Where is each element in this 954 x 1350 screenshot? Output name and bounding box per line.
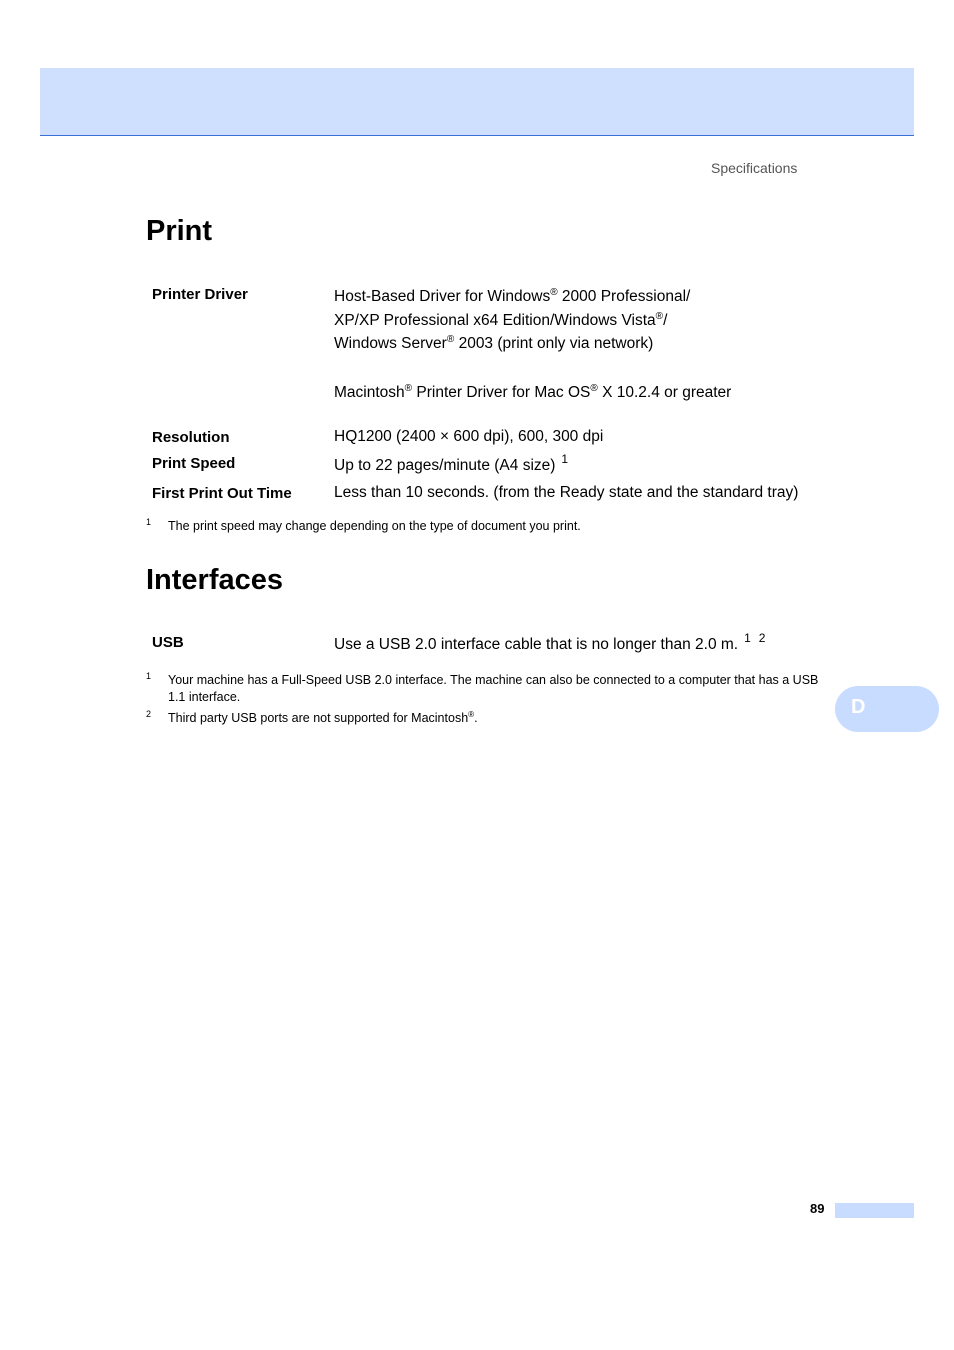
registered-mark: ®	[550, 286, 558, 298]
value-printer-driver	[334, 285, 690, 356]
registered-mark: ®	[468, 709, 475, 719]
registered-mark: ®	[655, 310, 664, 322]
chapter-tab	[835, 686, 939, 732]
footnote-ref: 1	[561, 452, 569, 466]
label-usb: USB	[152, 634, 184, 651]
section-title-interfaces: Interfaces	[146, 564, 284, 596]
printer-driver-line-2: XP/XP Professional x64 Edition/Windows Vista®/	[334, 310, 668, 329]
registered-mark: ®	[446, 333, 455, 345]
label-resolution: Resolution	[152, 429, 230, 446]
registered-mark: ®	[404, 382, 413, 394]
footnote-number: 2	[146, 709, 152, 719]
footnote-text: Third party USB ports are not supported for Macintosh®.	[168, 709, 478, 725]
footnote-text: The print speed may change depending on the type of document you print.	[168, 519, 581, 533]
label-printer-driver: Printer Driver	[152, 286, 248, 303]
page-number: 89	[810, 1201, 825, 1216]
footnote-ref: 2	[758, 631, 766, 645]
printer-driver-line-1: Host-Based Driver for Windows® 2000 Professional/	[334, 286, 691, 305]
printer-driver-line-4: Macintosh® Printer Driver for Mac OS® X 10.2.4 or greater	[334, 382, 732, 401]
running-head: Specifications	[711, 160, 798, 176]
value-first-print-out-time: Less than 10 seconds. (from the Ready state and the standard tray)	[334, 484, 799, 501]
footnote-text: Your machine has a Full-Speed USB 2.0 interface. The machine can also be connected to a computer that has a USB 1.1 interface.	[168, 673, 819, 704]
registered-mark: ®	[590, 382, 598, 394]
printer-driver-line-3: Windows Server® 2003 (print only via network)	[334, 333, 654, 352]
section-title-print: Print	[146, 215, 213, 247]
chapter-tab-letter: D	[851, 696, 866, 718]
value-print-speed: Up to 22 pages/minute (A4 size) $^1$	[334, 452, 569, 474]
label-first-print-out-time: First Print Out Time	[152, 485, 292, 502]
value-usb: Use a USB 2.0 interface cable that is no longer than 2.0 m. $^1$ $^2$	[334, 631, 766, 653]
page-number-bar	[835, 1203, 914, 1218]
footnote-number: 1	[146, 671, 152, 681]
header-band	[40, 68, 914, 136]
footnote-ref: 1	[744, 631, 751, 645]
value-resolution: HQ1200 (2400 × 600 dpi), 600, 300 dpi	[334, 428, 604, 445]
footnote-number: 1	[146, 517, 152, 527]
label-print-speed: Print Speed	[152, 455, 236, 472]
